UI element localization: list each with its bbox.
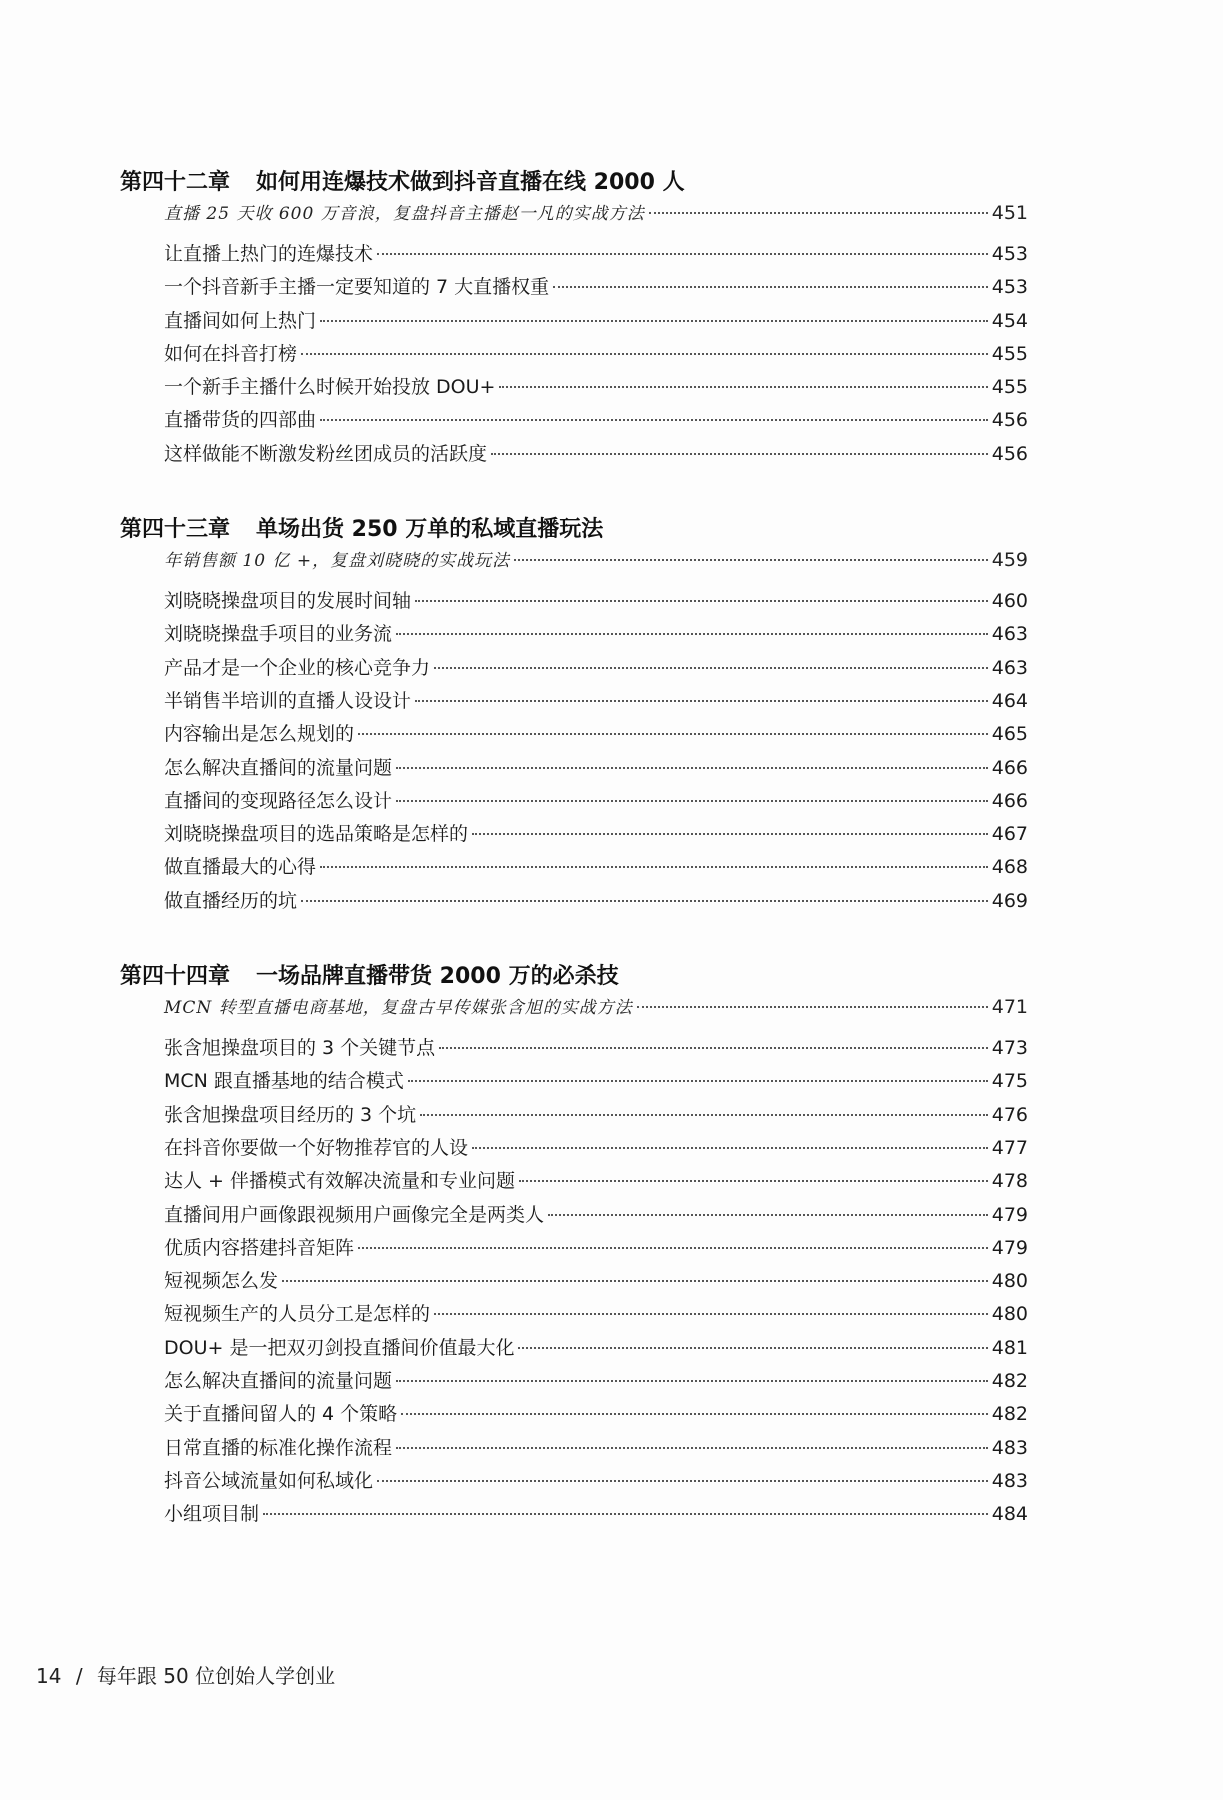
chapter-title: 一场品牌直播带货 2000 万的必杀技 <box>256 964 619 990</box>
entry-title: 张含旭操盘项目经历的 3 个坑 <box>164 1103 417 1126</box>
dot-leader <box>553 286 988 288</box>
entry-page-number: 484 <box>991 1503 1028 1526</box>
entry-page-number: 471 <box>991 996 1028 1019</box>
entry-page-number: 483 <box>991 1436 1028 1459</box>
chapter-number: 第四十四章 <box>120 964 231 990</box>
dot-leader <box>401 1413 988 1415</box>
dot-leader <box>415 700 988 702</box>
entry-title: 刘晓晓操盘项目的选品策略是怎样的 <box>164 823 469 846</box>
entry-title: 在抖音你要做一个好物推荐官的人设 <box>164 1136 469 1159</box>
dot-leader <box>637 1006 988 1008</box>
dot-leader <box>396 1447 988 1449</box>
footer-page-number: 14 <box>36 1664 62 1688</box>
dot-leader <box>548 1214 988 1216</box>
toc-entry <box>164 619 1028 652</box>
toc-entry <box>164 372 1028 405</box>
dot-leader <box>377 1480 988 1482</box>
entry-page-number: 479 <box>991 1236 1028 1259</box>
entry-page-number: 455 <box>991 342 1028 365</box>
dot-leader <box>358 733 988 735</box>
dot-leader <box>514 559 988 561</box>
dot-leader <box>420 1114 988 1116</box>
entry-title: 做直播最大的心得 <box>164 856 317 879</box>
dot-leader <box>301 900 988 902</box>
dot-leader <box>519 1180 988 1182</box>
dot-leader <box>320 866 988 868</box>
toc-entry <box>164 1333 1028 1366</box>
entry-page-number: 459 <box>991 549 1028 572</box>
entry-page-number: 479 <box>991 1203 1028 1226</box>
entry-page-number: 478 <box>991 1170 1028 1193</box>
entry-title: 产品才是一个企业的核心竞争力 <box>164 656 431 679</box>
toc-entry <box>164 1366 1028 1399</box>
entry-page-number: 460 <box>991 590 1028 613</box>
dot-leader <box>396 800 988 802</box>
entry-title: 达人 + 伴播模式有效解决流量和专业问题 <box>164 1170 516 1193</box>
entry-page-number: 456 <box>991 409 1028 432</box>
dot-leader <box>320 419 988 421</box>
dot-leader <box>518 1347 987 1349</box>
chapter-subtitle-entry <box>164 993 1028 1033</box>
chapter-subtitle-entry <box>164 199 1028 239</box>
entry-page-number: 480 <box>991 1270 1028 1293</box>
toc-entry <box>164 1399 1028 1432</box>
toc-entry <box>164 1233 1028 1266</box>
toc-entry <box>164 1466 1028 1499</box>
dot-leader <box>358 1247 988 1249</box>
entry-page-number: 466 <box>991 789 1028 812</box>
toc-entry <box>164 1433 1028 1466</box>
toc-entry <box>164 1200 1028 1233</box>
entry-title: 关于直播间留人的 4 个策略 <box>164 1403 398 1426</box>
entry-page-number: 481 <box>991 1336 1028 1359</box>
entry-title: 抖音公域流量如何私域化 <box>164 1469 374 1492</box>
entry-title: 刘晓晓操盘手项目的业务流 <box>164 623 393 646</box>
entry-page-number: 475 <box>991 1070 1028 1093</box>
entry-title: 内容输出是怎么规划的 <box>164 723 355 746</box>
entry-page-number: 463 <box>991 623 1028 646</box>
entry-page-number: 468 <box>991 856 1028 879</box>
entry-page-number: 464 <box>991 689 1028 712</box>
toc-entry <box>164 719 1028 752</box>
dot-leader <box>472 833 988 835</box>
chapter-subtitle-entry <box>164 546 1028 586</box>
entry-title: 一个抖音新手主播一定要知道的 7 大直播权重 <box>164 276 550 299</box>
entry-title: 优质内容搭建抖音矩阵 <box>164 1236 355 1259</box>
toc-entry <box>164 1033 1028 1066</box>
toc-entry <box>164 886 1028 919</box>
chapter-section <box>120 165 1028 472</box>
dot-leader <box>415 600 988 602</box>
entry-title: 直播间如何上热门 <box>164 309 317 332</box>
entry-page-number: 453 <box>991 243 1028 265</box>
entry-title: 直播间的变现路径怎么设计 <box>164 789 393 812</box>
toc-entry <box>164 1299 1028 1332</box>
entry-page-number: 482 <box>991 1403 1028 1426</box>
toc-entry <box>164 852 1028 885</box>
entry-title: 张含旭操盘项目的 3 个关键节点 <box>164 1037 436 1060</box>
chapter-title: 单场出货 250 万单的私域直播玩法 <box>256 517 604 543</box>
entry-page-number: 453 <box>991 276 1028 299</box>
toc-entry <box>164 819 1028 852</box>
chapter-heading <box>120 165 1028 199</box>
entry-title: 怎么解决直播间的流量问题 <box>164 1370 393 1393</box>
dot-leader <box>282 1280 988 1282</box>
dot-leader <box>263 1513 988 1515</box>
entry-page-number: 466 <box>991 756 1028 779</box>
chapter-title: 如何用连爆技术做到抖音直播在线 2000 人 <box>256 170 685 195</box>
dot-leader <box>396 767 988 769</box>
dot-leader <box>434 1313 988 1315</box>
toc-entry <box>164 1166 1028 1199</box>
entry-title: 如何在抖音打榜 <box>164 342 298 365</box>
dot-leader <box>434 667 988 669</box>
chapter-heading <box>120 959 1028 993</box>
entry-page-number: 463 <box>991 656 1028 679</box>
chapter-section <box>120 512 1028 919</box>
toc-entry <box>164 1266 1028 1299</box>
entry-page-number: 482 <box>991 1370 1028 1393</box>
dot-leader <box>377 253 988 255</box>
entry-page-number: 476 <box>991 1103 1028 1126</box>
entry-title: 做直播经历的坑 <box>164 889 298 912</box>
dot-leader <box>408 1080 988 1082</box>
dot-leader <box>472 1147 988 1149</box>
dot-leader <box>301 353 988 355</box>
toc-entry <box>164 1066 1028 1099</box>
chapter-section <box>120 959 1028 1532</box>
toc-entry <box>164 1499 1028 1532</box>
entry-title: 短视频怎么发 <box>164 1270 279 1293</box>
entry-page-number: 456 <box>991 442 1028 465</box>
entry-title: 刘晓晓操盘项目的发展时间轴 <box>164 590 412 613</box>
entry-title: 怎么解决直播间的流量问题 <box>164 756 393 779</box>
footer-separator: / <box>75 1664 83 1688</box>
toc-entry <box>164 686 1028 719</box>
dot-leader <box>499 386 987 388</box>
dot-leader <box>491 453 988 455</box>
chapter-heading <box>120 512 1028 546</box>
entry-title: MCN 跟直播基地的结合模式 <box>164 1070 404 1093</box>
toc-entry <box>164 753 1028 786</box>
toc-entry <box>164 239 1028 272</box>
entry-page-number: 451 <box>991 202 1028 224</box>
entry-title: 直播间用户画像跟视频用户画像完全是两类人 <box>164 1203 545 1226</box>
entry-title: MCN 转型直播电商基地，复盘古早传媒张含旭的实战方法 <box>164 998 633 1019</box>
table-of-contents <box>120 165 1028 1573</box>
toc-entry <box>164 272 1028 305</box>
entry-title: 直播带货的四部曲 <box>164 409 317 432</box>
entry-page-number: 455 <box>991 376 1028 399</box>
entry-title: 日常直播的标准化操作流程 <box>164 1436 393 1459</box>
entry-title: 直播 25 天收 600 万音浪，复盘抖音主播赵一凡的实战方法 <box>164 204 645 224</box>
toc-entry <box>164 405 1028 438</box>
entry-page-number: 477 <box>991 1136 1028 1159</box>
entry-page-number: 465 <box>991 723 1028 746</box>
entry-title: DOU+ 是一把双刃剑投直播间价值最大化 <box>164 1336 515 1359</box>
entry-title: 年销售额 10 亿 +，复盘刘晓晓的实战玩法 <box>164 551 511 572</box>
toc-entry <box>164 1100 1028 1133</box>
entry-title: 小组项目制 <box>164 1503 260 1526</box>
toc-entry <box>164 653 1028 686</box>
entry-title: 一个新手主播什么时候开始投放 DOU+ <box>164 376 496 399</box>
toc-entry <box>164 339 1028 372</box>
entry-title: 这样做能不断激发粉丝团成员的活跃度 <box>164 442 488 465</box>
toc-entry <box>164 439 1028 472</box>
chapter-number: 第四十三章 <box>120 517 231 543</box>
dot-leader <box>396 1380 988 1382</box>
toc-entry <box>164 1133 1028 1166</box>
entry-page-number: 469 <box>991 889 1028 912</box>
entry-page-number: 473 <box>991 1037 1028 1060</box>
chapter-number: 第四十二章 <box>120 170 231 195</box>
dot-leader <box>649 212 988 214</box>
toc-entry <box>164 306 1028 339</box>
entry-page-number: 480 <box>991 1303 1028 1326</box>
entry-page-number: 454 <box>991 309 1028 332</box>
entry-title: 让直播上热门的连爆技术 <box>164 243 374 265</box>
dot-leader <box>320 320 988 322</box>
entry-title: 半销售半培训的直播人设设计 <box>164 689 412 712</box>
entry-page-number: 483 <box>991 1469 1028 1492</box>
toc-entry <box>164 786 1028 819</box>
entry-page-number: 467 <box>991 823 1028 846</box>
footer-book-title: 每年跟 50 位创始人学创业 <box>96 1664 336 1688</box>
page-footer <box>36 1660 343 1689</box>
dot-leader <box>439 1047 988 1049</box>
toc-entry <box>164 586 1028 619</box>
dot-leader <box>396 633 988 635</box>
entry-title: 短视频生产的人员分工是怎样的 <box>164 1303 431 1326</box>
